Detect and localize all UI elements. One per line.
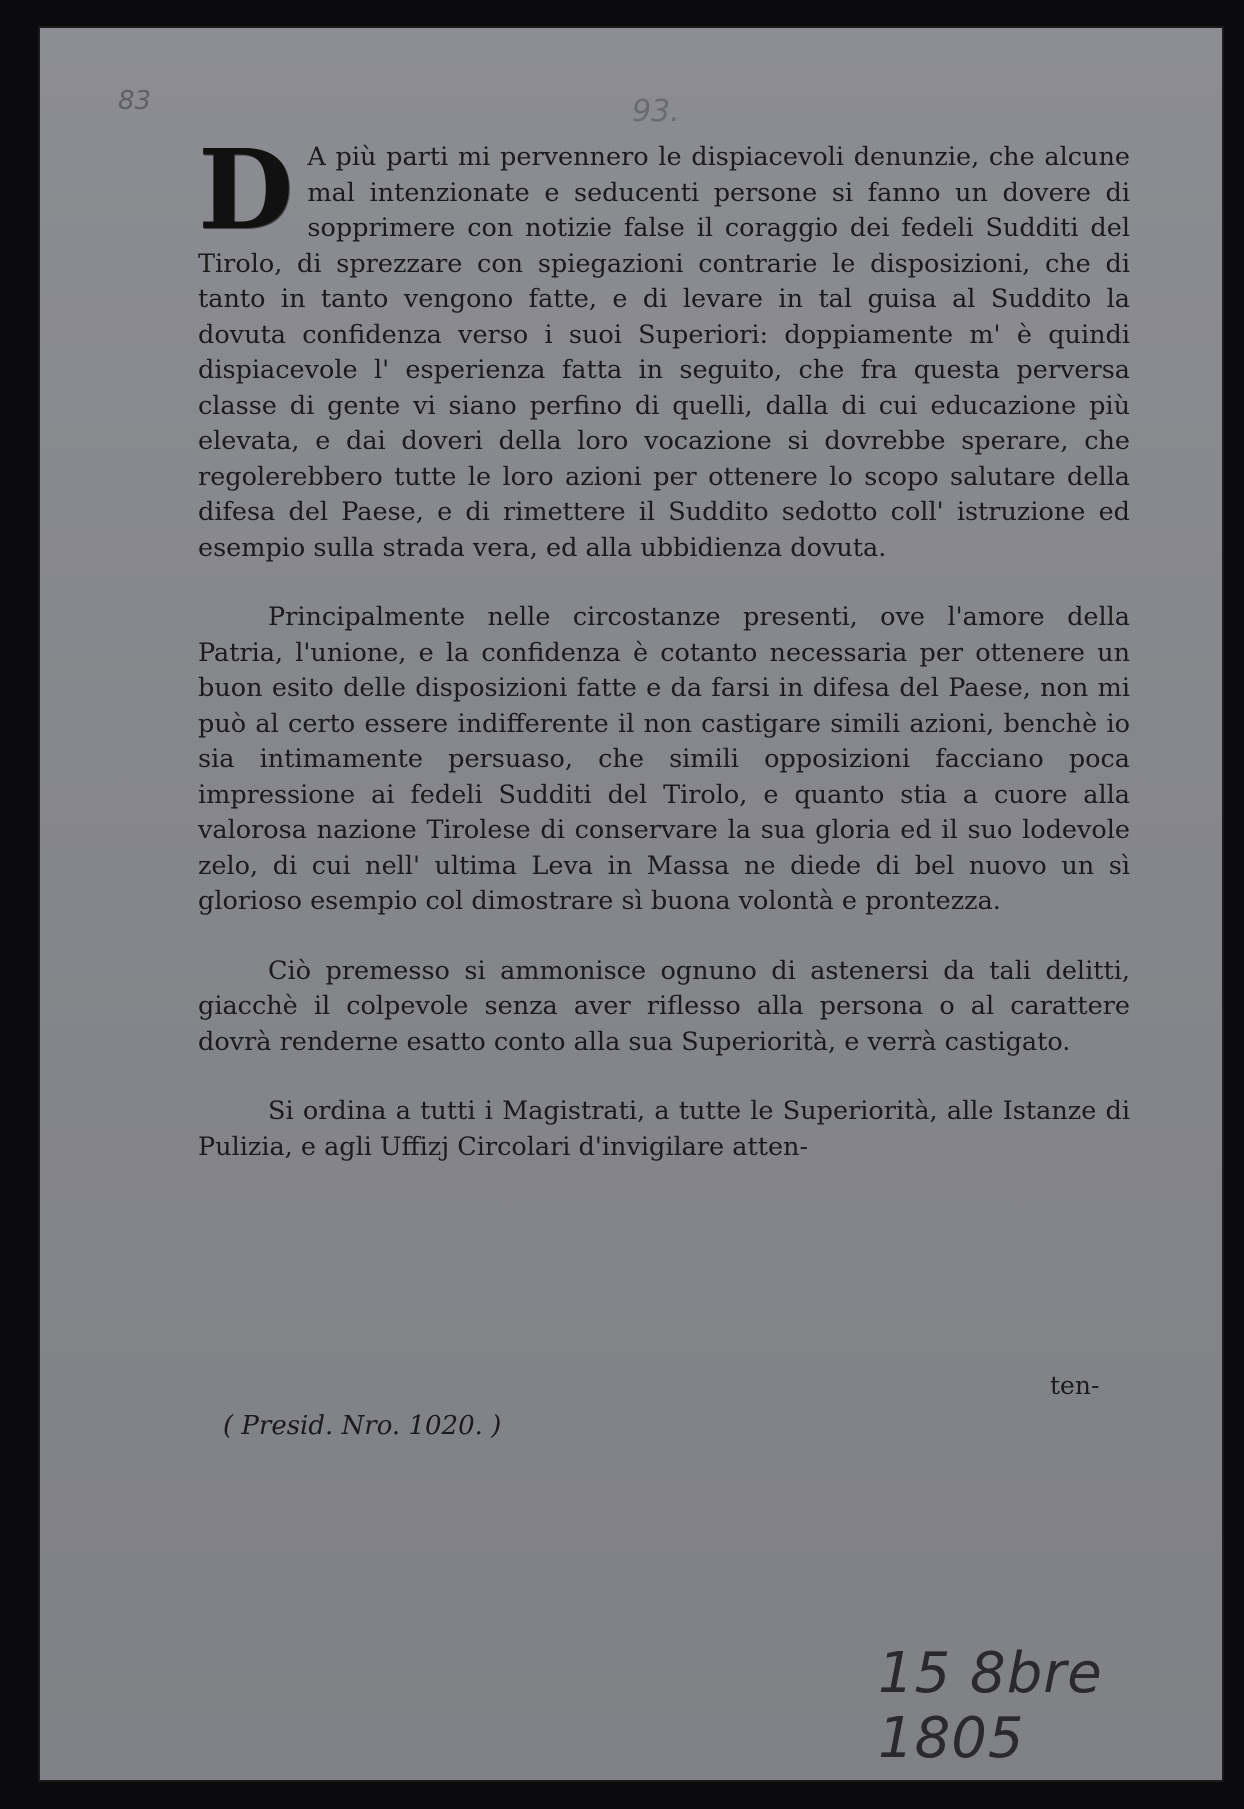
paragraph-1-text: A più parti mi pervennero le dispiacevoli denunzie, che alcune mal intenzionate e seducenti persone si fanno un dovere di sopprimere con notizie false il coraggio dei fedeli Sudditi del Tirolo, di sprezzare con spiegazioni contrarie le disposizioni, che di tanto in tanto vengono fatte, e di levare in tal guisa al Suddito la dovuta confidenza verso i suoi Superiori: doppiamente m' è quindi dispiacevole l' esperienza fatta in seguito, che fra questa perversa classe di gente vi siano perfino di quelli, dalla di cui educazione più elevata, e dai doveri della loro vocazione si dovrebbe sperare, che regolerebbero tutte le loro azioni per ottenere lo scopo salutare della difesa del Paese, e di rimettere il Suddito sedotto coll' istruzione ed esempio sulla strada vera, ed alla ubbidienza dovuta. [198,142,1130,563]
presidential-reference: ( Presid. Nro. 1020. ) [223,1411,502,1441]
pencil-folio-number: 83 [118,86,152,116]
paragraph-4: Si ordina a tutti i Magistrati, a tutte le Superiorità, alle Istanze di Pulizia, e agli Uffizj Circolari d'invigilare atten- [198,1096,1130,1162]
document-sheet [40,28,1222,1780]
drop-cap: D [198,125,294,254]
handwritten-date: 15 8bre 1805 [878,1641,1103,1771]
catchword: ten- [1050,1371,1100,1400]
paragraph-1 [198,125,1130,566]
pencil-page-number: 93. [632,94,680,129]
paragraph-3: Ciò premesso si ammonisce ognuno di astenersi da tali delitti, giacchè il colpevole senza aver riflesso alla persona o al carattere dovrà renderne esatto conto alla sua Superiorità, e verrà castigato. [198,955,1130,1057]
document-body [198,125,1130,1165]
paragraph-2: Principalmente nelle circostanze presenti, ove l'amore della Patria, l'unione, e la confidenza è cotanto necessaria per ottenere un buon esito delle disposizioni fatte e da farsi in difesa del Paese, non mi può al certo essere indifferente il non castigare simili azioni, benchè io sia intimamente persuaso, che simili opposizioni facciano poca impressione ai fedeli Sudditi del Tirolo, e quanto stia a cuore alla valorosa nazione Tirolese di conservare la sua gloria ed il suo lodevole zelo, di cui nell' ultima Leva in Massa ne diede di bel nuovo un sì glorioso esempio col dimostrare sì buona volontà e prontezza. [198,602,1130,916]
